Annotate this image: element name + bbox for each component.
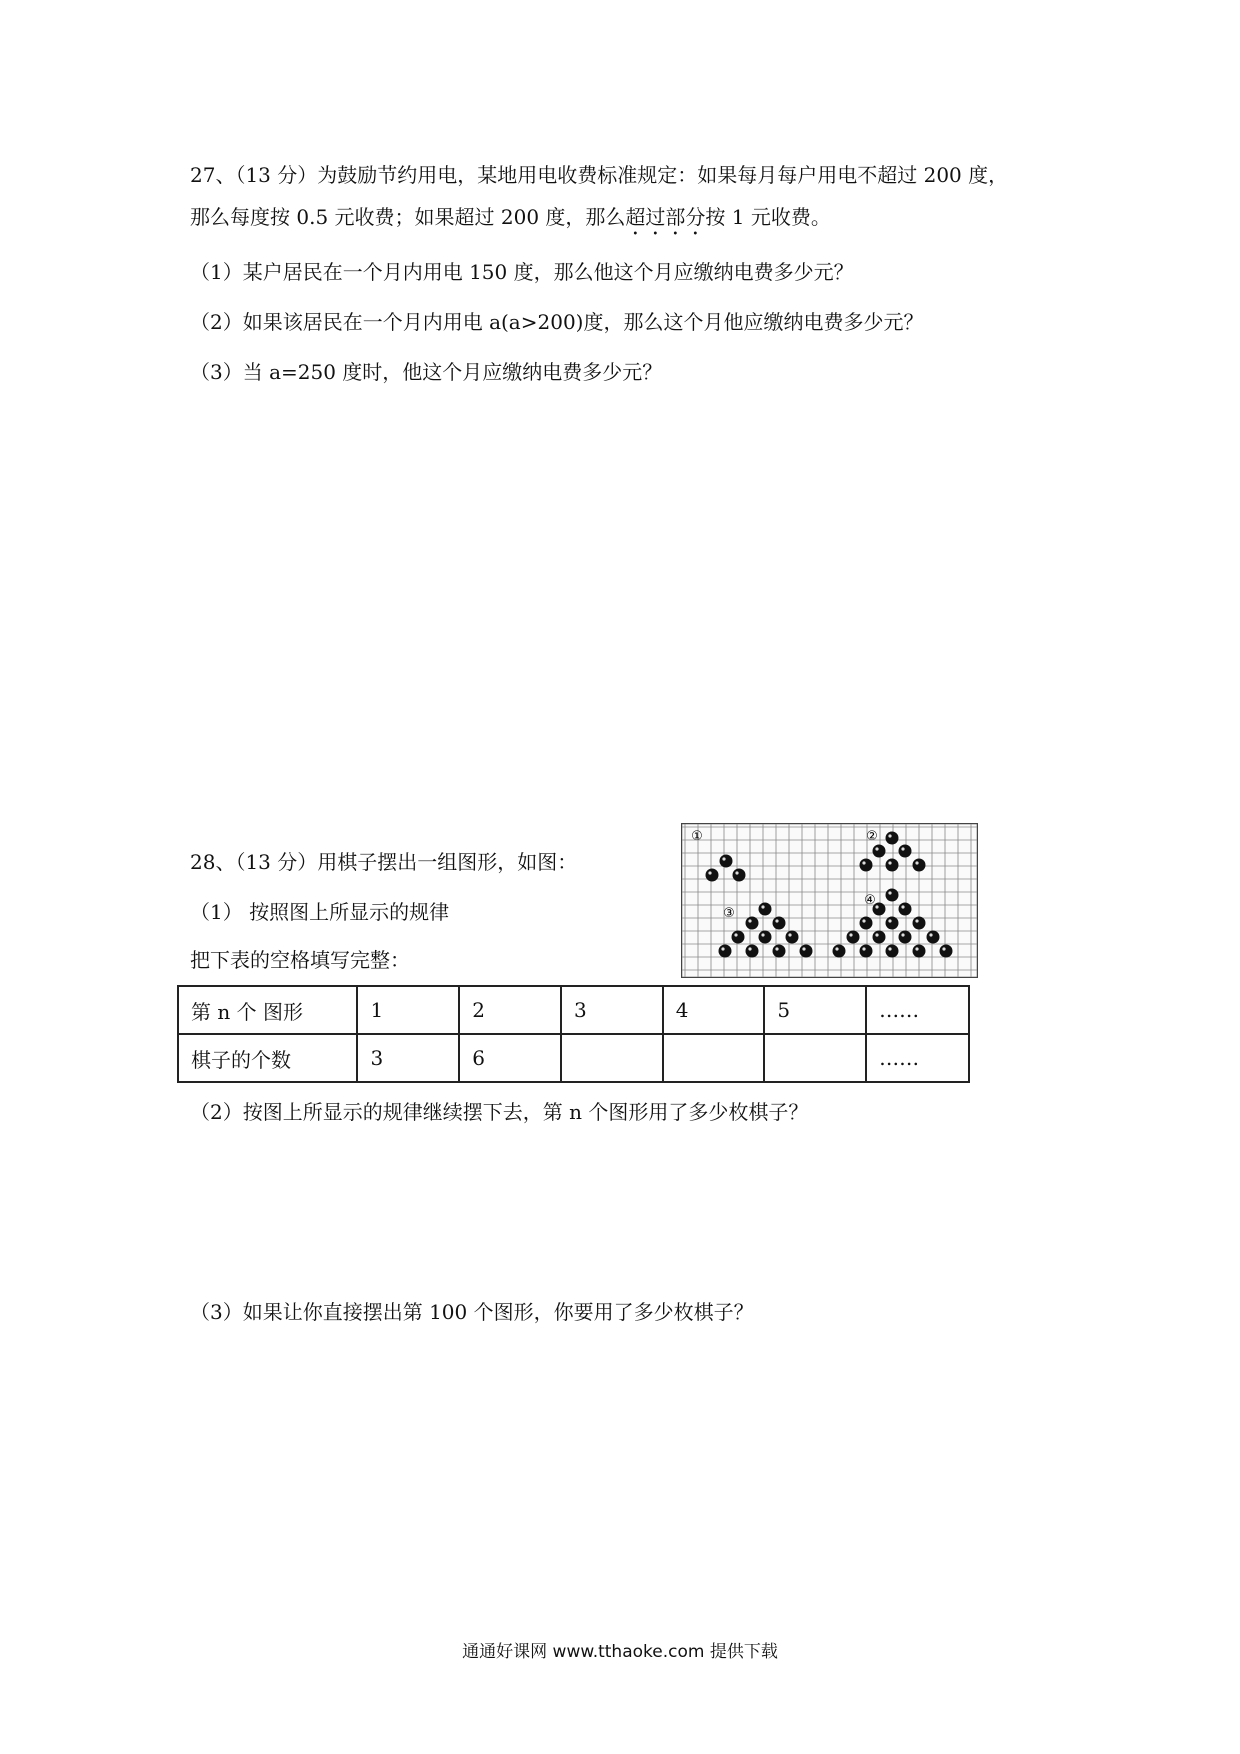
go-stone	[733, 869, 746, 882]
go-stone	[773, 917, 786, 930]
go-stone	[899, 903, 912, 916]
footer-credit: 通通好课网 www.tthaoke.com 提供下载	[462, 1642, 778, 1662]
q28-sub3: （3）如果让你直接摆出第 100 个图形，你要用了多少枚棋子？	[190, 1300, 754, 1324]
go-stone	[800, 945, 813, 958]
go-stone	[759, 903, 772, 916]
table-cell: 3	[357, 1034, 459, 1082]
stone-count-table	[177, 985, 970, 1083]
q28-sub1b: 把下表的空格填写完整：	[190, 948, 410, 972]
go-stone	[886, 945, 899, 958]
go-stone	[847, 931, 860, 944]
go-stone	[759, 931, 772, 944]
go-stone	[732, 931, 745, 944]
go-stone-highlight	[761, 933, 764, 936]
go-stone-highlight	[708, 871, 711, 874]
table-cell: 3	[561, 986, 663, 1034]
table-row-figure-index	[178, 986, 969, 1034]
table-header-stone-count: 棋子的个数	[178, 1034, 357, 1082]
go-stone	[833, 945, 846, 958]
go-stone	[720, 855, 733, 868]
go-stone-highlight	[734, 933, 737, 936]
go-stone-highlight	[735, 871, 738, 874]
go-stone-highlight	[835, 947, 838, 950]
go-stone	[886, 832, 899, 845]
table-cell: 1	[357, 986, 459, 1034]
table-header-figure-n: 第 n 个 图形	[178, 986, 357, 1034]
go-stone-highlight	[802, 947, 805, 950]
go-stone	[860, 945, 873, 958]
go-stone-highlight	[761, 905, 764, 908]
table-cell-blank[interactable]	[663, 1034, 765, 1082]
go-stone-highlight	[875, 847, 878, 850]
table-cell-blank[interactable]	[561, 1034, 663, 1082]
go-stone	[773, 945, 786, 958]
table-cell: 4	[663, 986, 765, 1034]
figure-label-3: ③	[723, 906, 735, 921]
go-stone	[746, 917, 759, 930]
go-stone	[719, 945, 732, 958]
go-stone	[886, 917, 899, 930]
go-stone-highlight	[888, 891, 891, 894]
table-cell-ellipsis: ……	[866, 1034, 969, 1082]
go-stone-highlight	[722, 857, 725, 860]
q27-line2-emphasis: 超过部分	[625, 205, 706, 229]
table-cell: 2	[459, 986, 561, 1034]
go-stone-highlight	[888, 861, 891, 864]
go-stone-highlight	[748, 947, 751, 950]
figure-label-2: ②	[866, 829, 878, 844]
go-stone-highlight	[888, 947, 891, 950]
table-cell-blank[interactable]	[764, 1034, 866, 1082]
q27-sub2: （2）如果该居民在一个月内用电 a(a>200)度，那么这个月他应缴纳电费多少元？	[190, 310, 924, 334]
go-stone	[786, 931, 799, 944]
go-stone	[886, 889, 899, 902]
go-stone	[873, 845, 886, 858]
table-cell-ellipsis: ……	[866, 986, 969, 1034]
go-stone-highlight	[929, 933, 932, 936]
q28-sub2: （2）按图上所显示的规律继续摆下去，第 n 个图形用了多少枚棋子？	[190, 1100, 809, 1124]
go-stone	[860, 859, 873, 872]
q28-sub1a: （1） 按照图上所显示的规律	[190, 900, 450, 924]
figure-label-1: ①	[691, 829, 703, 844]
go-stone	[886, 859, 899, 872]
q27-line2	[190, 205, 831, 240]
go-stone	[899, 931, 912, 944]
go-stone	[899, 845, 912, 858]
table-row-stone-count	[178, 1034, 969, 1082]
go-stone-highlight	[942, 947, 945, 950]
go-stone	[860, 917, 873, 930]
go-stone-highlight	[788, 933, 791, 936]
go-stone-highlight	[775, 947, 778, 950]
figure-label-4: ④	[864, 893, 876, 908]
go-stone-highlight	[775, 919, 778, 922]
q27-line2-pre: 那么每度按 0.5 元收费；如果超过 200 度，那么	[190, 205, 626, 229]
go-stone	[706, 869, 719, 882]
go-stone-highlight	[915, 947, 918, 950]
go-stone-highlight	[862, 947, 865, 950]
go-stone	[927, 931, 940, 944]
go-stone	[913, 859, 926, 872]
go-stone-highlight	[875, 933, 878, 936]
go-stone-highlight	[875, 905, 878, 908]
q27-sub1: （1）某户居民在一个月内用电 150 度，那么他这个月应缴纳电费多少元？	[190, 260, 854, 284]
q27-line1: 27、（13 分）为鼓励节约用电，某地用电收费标准规定：如果每月每户用电不超过 200 度，	[190, 163, 1009, 187]
go-stone-highlight	[721, 947, 724, 950]
q28-title: 28、（13 分）用棋子摆出一组图形，如图：	[190, 850, 578, 874]
go-stone	[746, 945, 759, 958]
go-stone	[913, 945, 926, 958]
table-cell: 6	[459, 1034, 561, 1082]
q27-sub3: （3）当 a=250 度时，他这个月应缴纳电费多少元？	[190, 360, 663, 384]
go-stone-highlight	[862, 861, 865, 864]
stone-pattern-figure	[681, 823, 978, 978]
q27-line2-post: 按 1 元收费。	[705, 205, 831, 229]
go-stone	[913, 917, 926, 930]
go-stone-highlight	[915, 861, 918, 864]
go-stone	[940, 945, 953, 958]
table-cell: 5	[764, 986, 866, 1034]
go-stone-highlight	[915, 919, 918, 922]
go-stone-highlight	[862, 919, 865, 922]
go-stone-highlight	[901, 933, 904, 936]
go-stone-highlight	[901, 847, 904, 850]
go-stone-highlight	[849, 933, 852, 936]
go-stone-highlight	[888, 834, 891, 837]
go-stone-highlight	[888, 919, 891, 922]
go-stone	[873, 931, 886, 944]
go-stone-highlight	[748, 919, 751, 922]
go-stone-highlight	[901, 905, 904, 908]
